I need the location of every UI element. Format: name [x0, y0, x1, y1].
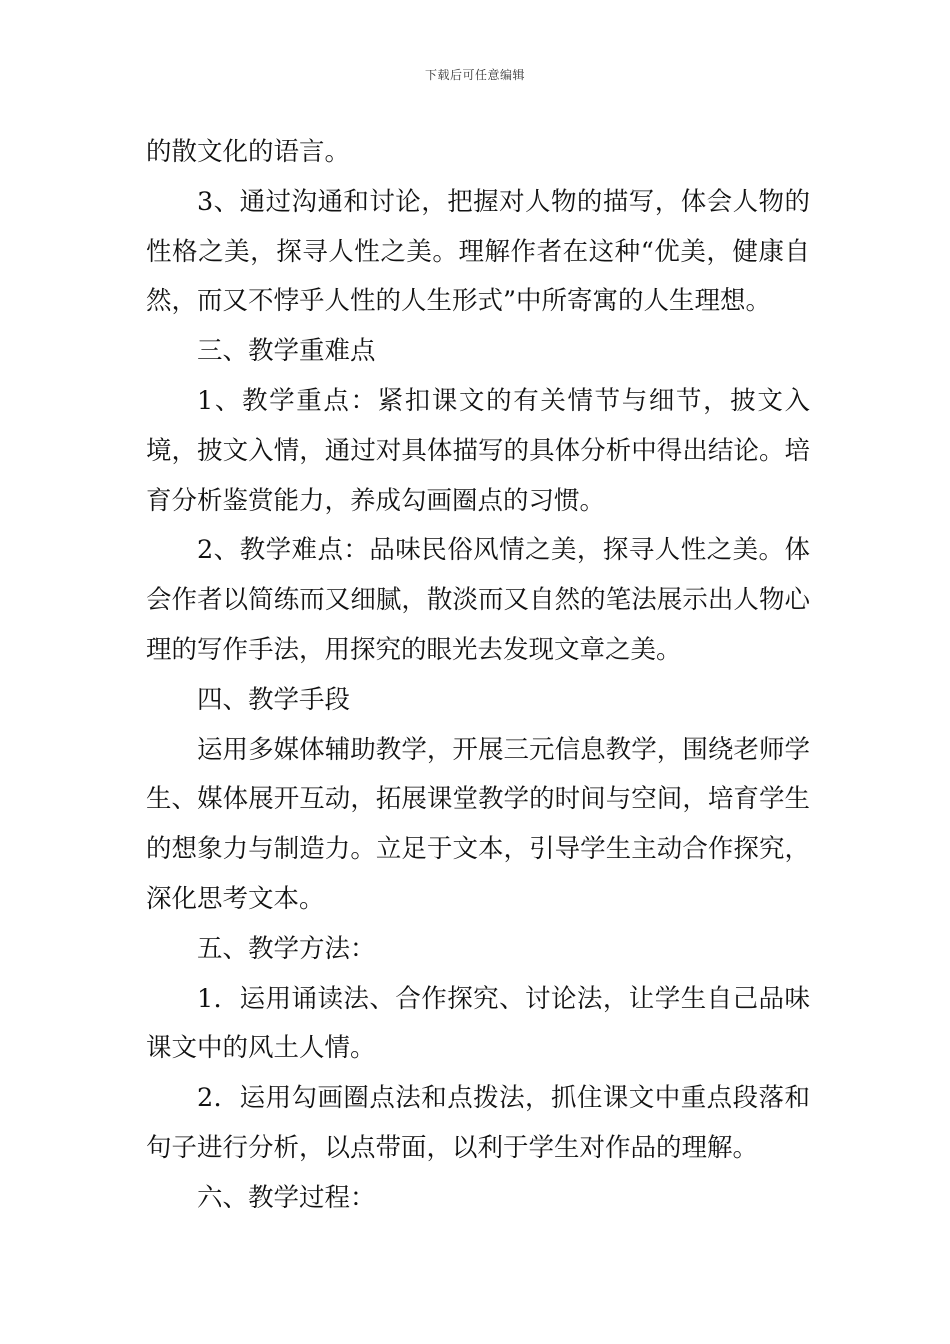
document-body: [146, 128, 810, 1224]
paragraph-goal-3: 3、通过沟通和讨论，把握对人物的描写，体会人物的性格之美，探寻人性之美。理解作者在这种“优美，健康自然，而又不悖乎人性的人生形式”中所寄寓的人生理想。: [146, 186, 810, 317]
section-heading-teaching-process: 六、教学过程：: [197, 1182, 376, 1213]
section-heading-teaching-key-difficult: 三、教学重难点: [197, 336, 376, 367]
paragraph-teaching-difficult-point: 2、教学难点：品味民俗风情之美，探寻人性之美。体会作者以简练而又细腻，散淡而又自然的笔法展示出人物心理的写作手法，用探究的眼光去发现文章之美。: [146, 535, 810, 665]
paragraph-continuation: 的散文化的语言。: [146, 137, 351, 167]
page-header-note: 下载后可任意编辑: [424, 68, 525, 82]
paragraph-teaching-means: 运用多媒体辅助教学，开展三元信息教学，围绕老师学生、媒体展开互动，拓展课堂教学的时间与空间，培育学生的想象力与制造力。立足于文本，引导学生主动合作探究，深化思考文本。: [146, 734, 810, 914]
section-heading-teaching-means: 四、教学手段: [197, 684, 351, 715]
paragraph-method-1: 1．运用诵读法、合作探究、讨论法，让学生自己品味课文中的风土人情。: [146, 983, 810, 1064]
paragraph-method-2: 2．运用勾画圈点法和点拨法，抓住课文中重点段落和句子进行分析，以点带面，以利于学生对作品的理解。: [146, 1083, 810, 1163]
paragraph-teaching-key-point: 1、教学重点：紧扣课文的有关情节与细节，披文入境，披文入情，通过对具体描写的具体分析中得出结论。培育分析鉴赏能力，养成勾画圈点的习惯。: [146, 385, 810, 516]
section-heading-teaching-methods: 五、教学方法：: [197, 933, 376, 964]
